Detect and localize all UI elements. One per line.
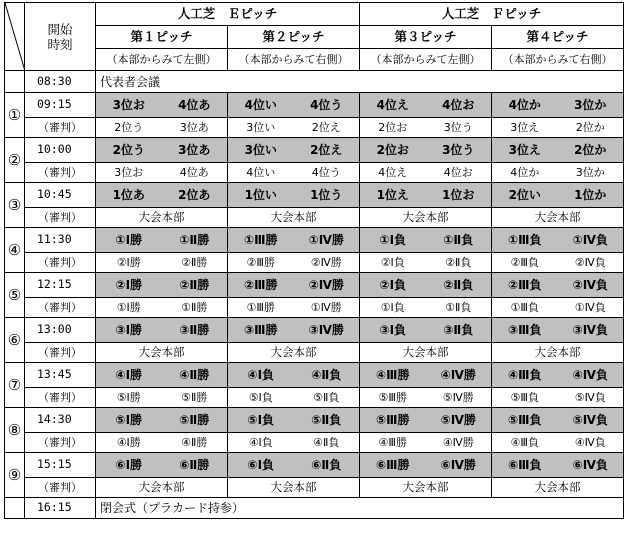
- round-match-row: [5, 183, 624, 208]
- referee-cell: ⑤Ⅲ勝: [360, 388, 426, 408]
- referee-cell: ②Ⅳ勝: [294, 253, 360, 273]
- match-cell: 2位い: [492, 183, 558, 208]
- referee-cell: ②Ⅰ負: [360, 253, 426, 273]
- match-cell: ④Ⅰ勝: [96, 363, 162, 388]
- round-time: 13:45: [25, 363, 96, 388]
- round-time: 09:15: [25, 93, 96, 118]
- venue-f-header: 人工芝 Ｆピッチ: [360, 3, 624, 26]
- match-cell: ⑤Ⅲ負: [492, 408, 558, 433]
- referee-cell: ②Ⅱ負: [426, 253, 492, 273]
- referee-cell: 4位か: [492, 163, 558, 183]
- round-number: ⑧: [5, 408, 25, 453]
- referee-cell: 3位え: [492, 118, 558, 138]
- pitch-3-header: 第３ピッチ: [360, 26, 492, 49]
- hq-referee-cell: 大会本部: [492, 478, 624, 498]
- start-time-label: 開始 時刻: [47, 21, 73, 52]
- match-cell: ⑥Ⅲ負: [492, 453, 558, 478]
- schedule-table: [4, 2, 624, 519]
- match-cell: ⑤Ⅳ負: [558, 408, 624, 433]
- round-time: 10:45: [25, 183, 96, 208]
- referee-cell: ①Ⅲ勝: [228, 298, 294, 318]
- round-referee-row: [5, 433, 624, 453]
- match-cell: ③Ⅰ負: [360, 318, 426, 343]
- match-cell: 2位え: [294, 138, 360, 163]
- referee-cell: 2位か: [558, 118, 624, 138]
- round-number: ④: [5, 228, 25, 273]
- match-cell: ⑤Ⅱ負: [294, 408, 360, 433]
- round-time: 15:15: [25, 453, 96, 478]
- round-time: 11:30: [25, 228, 96, 253]
- hq-referee-cell: 大会本部: [96, 478, 228, 498]
- referee-label: （審判）: [25, 163, 96, 183]
- match-cell: ①Ⅱ負: [426, 228, 492, 253]
- referee-cell: ⑤Ⅲ負: [492, 388, 558, 408]
- match-cell: ①Ⅲ負: [492, 228, 558, 253]
- match-cell: ②Ⅲ勝: [228, 273, 294, 298]
- match-cell: ⑥Ⅳ負: [558, 453, 624, 478]
- round-number: ①: [5, 93, 25, 138]
- referee-cell: 3位い: [228, 118, 294, 138]
- match-cell: ⑥Ⅰ負: [228, 453, 294, 478]
- match-cell: ⑥Ⅱ負: [294, 453, 360, 478]
- referee-cell: ⑤Ⅱ負: [294, 388, 360, 408]
- match-cell: 2位う: [96, 138, 162, 163]
- referee-cell: ①Ⅲ負: [492, 298, 558, 318]
- referee-cell: ⑤Ⅳ負: [558, 388, 624, 408]
- referee-cell: 4位え: [360, 163, 426, 183]
- closing-row: [5, 498, 624, 519]
- referee-cell: ④Ⅰ負: [228, 433, 294, 453]
- referee-cell: 2位え: [294, 118, 360, 138]
- match-cell: 3位お: [96, 93, 162, 118]
- round-match-row: [5, 318, 624, 343]
- closing-event: 閉会式（プラカード持参）: [96, 498, 624, 519]
- round-referee-row: [5, 163, 624, 183]
- match-cell: 2位お: [360, 138, 426, 163]
- hq-referee-cell: 大会本部: [492, 208, 624, 228]
- referee-cell: ②Ⅲ負: [492, 253, 558, 273]
- match-cell: 1位お: [426, 183, 492, 208]
- match-cell: 4位か: [492, 93, 558, 118]
- referee-cell: 3位う: [426, 118, 492, 138]
- opening-row: [5, 71, 624, 93]
- round-number: ⑨: [5, 453, 25, 498]
- referee-cell: ①Ⅳ勝: [294, 298, 360, 318]
- match-cell: 3位あ: [162, 138, 228, 163]
- match-cell: 3位か: [558, 93, 624, 118]
- match-cell: ⑤Ⅲ勝: [360, 408, 426, 433]
- pitch-1-note: （本部からみて左側）: [96, 49, 228, 71]
- referee-label: （審判）: [25, 208, 96, 228]
- match-cell: ②Ⅳ負: [558, 273, 624, 298]
- match-cell: ①Ⅳ勝: [294, 228, 360, 253]
- match-cell: ⑥Ⅱ勝: [162, 453, 228, 478]
- match-cell: 4位お: [426, 93, 492, 118]
- match-cell: ③Ⅲ負: [492, 318, 558, 343]
- round-match-row: [5, 408, 624, 433]
- round-number: ⑥: [5, 318, 25, 363]
- referee-cell: ②Ⅲ勝: [228, 253, 294, 273]
- referee-cell: 3位あ: [162, 118, 228, 138]
- round-match-row: [5, 93, 624, 118]
- match-cell: ④Ⅳ負: [558, 363, 624, 388]
- hq-referee-cell: 大会本部: [360, 343, 492, 363]
- match-cell: ④Ⅱ負: [294, 363, 360, 388]
- round-match-row: [5, 453, 624, 478]
- opening-event: 代表者会議: [96, 71, 624, 93]
- match-cell: 1位い: [228, 183, 294, 208]
- match-cell: ④Ⅱ勝: [162, 363, 228, 388]
- referee-cell: ⑤Ⅱ勝: [162, 388, 228, 408]
- referee-cell: ①Ⅱ勝: [162, 298, 228, 318]
- match-cell: ③Ⅳ負: [558, 318, 624, 343]
- hq-referee-cell: 大会本部: [228, 343, 360, 363]
- round-referee-row: [5, 298, 624, 318]
- match-cell: ④Ⅳ勝: [426, 363, 492, 388]
- referee-label: （審判）: [25, 253, 96, 273]
- match-cell: 2位あ: [162, 183, 228, 208]
- match-cell: 3位い: [228, 138, 294, 163]
- match-cell: ⑤Ⅰ勝: [96, 408, 162, 433]
- pitch-3-note: （本部からみて左側）: [360, 49, 492, 71]
- round-match-row: [5, 273, 624, 298]
- match-cell: 4位あ: [162, 93, 228, 118]
- referee-cell: 3位お: [96, 163, 162, 183]
- referee-cell: ④Ⅲ負: [492, 433, 558, 453]
- hq-referee-cell: 大会本部: [96, 208, 228, 228]
- referee-label: （審判）: [25, 343, 96, 363]
- referee-cell: 4位あ: [162, 163, 228, 183]
- referee-cell: ②Ⅱ勝: [162, 253, 228, 273]
- round-number: ②: [5, 138, 25, 183]
- pitch-2-header: 第２ピッチ: [228, 26, 360, 49]
- referee-label: （審判）: [25, 298, 96, 318]
- referee-cell: ④Ⅲ勝: [360, 433, 426, 453]
- referee-cell: ②Ⅳ負: [558, 253, 624, 273]
- match-cell: 4位う: [294, 93, 360, 118]
- match-cell: ①Ⅰ負: [360, 228, 426, 253]
- hq-referee-cell: 大会本部: [228, 208, 360, 228]
- referee-cell: ⑤Ⅰ負: [228, 388, 294, 408]
- referee-cell: ①Ⅱ負: [426, 298, 492, 318]
- referee-label: （審判）: [25, 433, 96, 453]
- referee-cell: 2位お: [360, 118, 426, 138]
- match-cell: ③Ⅱ勝: [162, 318, 228, 343]
- round-number: ⑦: [5, 363, 25, 408]
- match-cell: ⑤Ⅰ負: [228, 408, 294, 433]
- pitch-4-header: 第４ピッチ: [492, 26, 624, 49]
- referee-cell: 3位か: [558, 163, 624, 183]
- match-cell: ⑤Ⅳ勝: [426, 408, 492, 433]
- round-referee-row: [5, 253, 624, 273]
- match-cell: 3位う: [426, 138, 492, 163]
- match-cell: 1位あ: [96, 183, 162, 208]
- hq-referee-cell: 大会本部: [228, 478, 360, 498]
- match-cell: ③Ⅰ勝: [96, 318, 162, 343]
- hq-referee-cell: 大会本部: [96, 343, 228, 363]
- match-cell: ②Ⅲ負: [492, 273, 558, 298]
- match-cell: ⑥Ⅰ勝: [96, 453, 162, 478]
- pitch-1-header: 第１ピッチ: [96, 26, 228, 49]
- start-time-header: [25, 3, 96, 71]
- venue-e-header: 人工芝 Ｅピッチ: [96, 3, 360, 26]
- match-cell: ④Ⅲ勝: [360, 363, 426, 388]
- referee-cell: ④Ⅳ勝: [426, 433, 492, 453]
- round-time: 14:30: [25, 408, 96, 433]
- match-cell: 1位う: [294, 183, 360, 208]
- round-referee-row: [5, 208, 624, 228]
- match-cell: ④Ⅰ負: [228, 363, 294, 388]
- opening-blank-cell: [5, 71, 25, 93]
- referee-cell: 4位い: [228, 163, 294, 183]
- round-match-row: [5, 363, 624, 388]
- match-cell: 1位え: [360, 183, 426, 208]
- referee-cell: ①Ⅰ負: [360, 298, 426, 318]
- match-cell: 1位か: [558, 183, 624, 208]
- match-cell: ③Ⅳ勝: [294, 318, 360, 343]
- round-match-row: [5, 138, 624, 163]
- match-cell: ①Ⅰ勝: [96, 228, 162, 253]
- referee-cell: ④Ⅰ勝: [96, 433, 162, 453]
- match-cell: ③Ⅲ勝: [228, 318, 294, 343]
- round-referee-row: [5, 478, 624, 498]
- corner-diagonal-cell: [5, 3, 25, 71]
- referee-cell: ②Ⅰ勝: [96, 253, 162, 273]
- round-referee-row: [5, 343, 624, 363]
- diagonal-line: [5, 3, 25, 71]
- referee-label: （審判）: [25, 478, 96, 498]
- referee-cell: ④Ⅱ勝: [162, 433, 228, 453]
- referee-label: （審判）: [25, 388, 96, 408]
- schedule-document: [4, 2, 624, 519]
- round-number: ⑤: [5, 273, 25, 318]
- opening-time: 08:30: [25, 71, 96, 93]
- round-time: 12:15: [25, 273, 96, 298]
- match-cell: ②Ⅰ負: [360, 273, 426, 298]
- match-cell: ②Ⅱ勝: [162, 273, 228, 298]
- round-time: 13:00: [25, 318, 96, 343]
- round-number: ③: [5, 183, 25, 228]
- referee-cell: 4位お: [426, 163, 492, 183]
- round-referee-row: [5, 388, 624, 408]
- referee-cell: 4位う: [294, 163, 360, 183]
- pitch-2-note: （本部からみて右側）: [228, 49, 360, 71]
- match-cell: 3位え: [492, 138, 558, 163]
- match-cell: ⑤Ⅱ勝: [162, 408, 228, 433]
- match-cell: ⑥Ⅳ勝: [426, 453, 492, 478]
- referee-cell: ①Ⅰ勝: [96, 298, 162, 318]
- match-cell: ⑥Ⅲ勝: [360, 453, 426, 478]
- closing-blank-cell: [5, 498, 25, 519]
- match-cell: 4位い: [228, 93, 294, 118]
- match-cell: ②Ⅰ勝: [96, 273, 162, 298]
- match-cell: ②Ⅳ勝: [294, 273, 360, 298]
- match-cell: ①Ⅲ勝: [228, 228, 294, 253]
- referee-cell: ④Ⅱ負: [294, 433, 360, 453]
- hq-referee-cell: 大会本部: [360, 208, 492, 228]
- referee-cell: ④Ⅳ負: [558, 433, 624, 453]
- match-cell: ①Ⅱ勝: [162, 228, 228, 253]
- hq-referee-cell: 大会本部: [360, 478, 492, 498]
- pitch-4-note: （本部からみて右側）: [492, 49, 624, 71]
- referee-cell: ①Ⅳ負: [558, 298, 624, 318]
- referee-cell: ⑤Ⅰ勝: [96, 388, 162, 408]
- match-cell: ①Ⅳ負: [558, 228, 624, 253]
- match-cell: ②Ⅱ負: [426, 273, 492, 298]
- match-cell: ③Ⅱ負: [426, 318, 492, 343]
- referee-cell: 2位う: [96, 118, 162, 138]
- match-cell: 2位か: [558, 138, 624, 163]
- round-referee-row: [5, 118, 624, 138]
- hq-referee-cell: 大会本部: [492, 343, 624, 363]
- round-time: 10:00: [25, 138, 96, 163]
- referee-cell: ⑤Ⅳ勝: [426, 388, 492, 408]
- match-cell: ④Ⅲ負: [492, 363, 558, 388]
- referee-label: （審判）: [25, 118, 96, 138]
- closing-time: 16:15: [25, 498, 96, 519]
- match-cell: 4位え: [360, 93, 426, 118]
- round-match-row: [5, 228, 624, 253]
